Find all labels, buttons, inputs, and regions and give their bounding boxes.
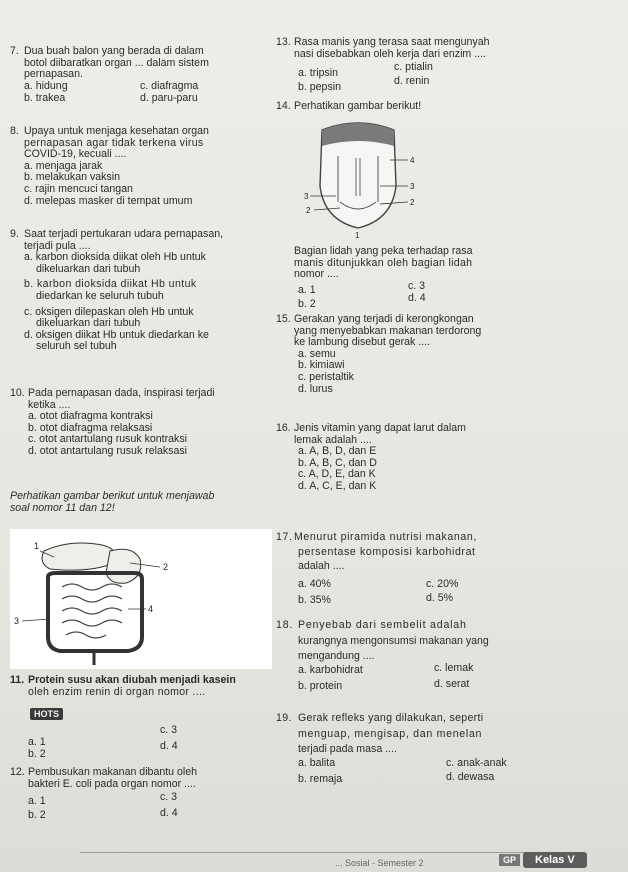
q17-option-a[interactable]: a. 40% xyxy=(298,577,331,590)
q17-line-3: adalah .... xyxy=(298,560,345,573)
q7-option-c[interactable]: c. diafragma xyxy=(140,79,199,92)
q9-option-a-cont: dikeluarkan dari tubuh xyxy=(36,262,141,275)
q16-line-2: lemak adalah .... xyxy=(294,433,372,446)
q18-option-b[interactable]: b. protein xyxy=(298,679,343,692)
q9-option-c-cont: dikeluarkan dari tubuh xyxy=(36,317,141,330)
q14-option-d[interactable]: d. 4 xyxy=(408,291,426,304)
digest-label-3: 3 xyxy=(14,616,20,626)
q11-line-2: oleh enzim renin di organ nomor .... xyxy=(28,685,206,698)
digest-label-1: 1 xyxy=(34,541,40,551)
q18-line-3: mengandung .... xyxy=(298,650,375,663)
question-10: 10. Pada pernapasan dada, inspirasi terjadi ketika .... a. otot diafragma kontraksi b. otot diafragma relaksasi c. otot antartulang rusuk kontraksi d. otot antartulang rusuk relaksasi xyxy=(10,388,272,458)
q15-line-2: yang menyebabkan makanan terdorong xyxy=(294,324,482,337)
footer-divider xyxy=(80,852,580,853)
q12-line-2: bakteri E. coli pada organ nomor .... xyxy=(28,777,196,790)
q9-option-c[interactable]: c. oksigen dilepaskan oleh Hb untuk xyxy=(24,305,194,318)
q11-option-c[interactable]: c. 3 xyxy=(160,724,178,736)
q9-option-b[interactable]: b. karbon dioksida diikat Hb untuk xyxy=(24,278,197,291)
q19-line-2: menguap, mengisap, dan menelan xyxy=(298,727,483,740)
q9-line-2: terjadi pula .... xyxy=(24,239,91,252)
question-19: 19. Gerak refleks yang dilakukan, seperti menguap, mengisap, dan menelan terjadi pada masa .... a. balita c. anak-anak b. remaja d. dewasa xyxy=(276,713,621,784)
q7-option-d[interactable]: d. paru-paru xyxy=(140,91,198,104)
footer-subject: ... Sosial - Semester 2 xyxy=(335,858,424,868)
q19-option-a[interactable]: a. balita xyxy=(298,756,336,769)
q8-line-3: COVID-19, kecuali .... xyxy=(24,148,127,161)
digest-label-2: 2 xyxy=(163,562,169,572)
q17-line-2: persentase komposisi karbohidrat xyxy=(298,545,476,558)
question-18: 18. Penyebab dari sembelit adalah kurangnya mengonsumsi makanan yang mengandung .... a. karbohidrat c. lemak b. protein d. serat xyxy=(276,620,621,689)
digest-label-4: 4 xyxy=(148,604,154,614)
tongue-label-4: 4 xyxy=(410,156,415,165)
question-13: 13. Rasa manis yang terasa saat mengunyah nasi disebabkan oleh kerja dari enzim .... a. tripsin c. ptialin b. pepsin d. renin xyxy=(276,37,621,88)
footer-gp-badge: GP xyxy=(499,854,520,866)
q11-option-a[interactable]: a. 1 xyxy=(28,736,46,748)
q18-line-1: Penyebab dari sembelit adalah xyxy=(298,619,467,631)
q7-option-b[interactable]: b. trakea xyxy=(24,91,66,104)
q8-option-a[interactable]: a. menjaga jarak xyxy=(24,159,103,172)
q11-option-b[interactable]: b. 2 xyxy=(28,748,46,760)
instruction-11-12 xyxy=(10,491,272,514)
q18-option-c[interactable]: c. lemak xyxy=(434,661,474,674)
q10-option-c[interactable]: c. otot antartulang rusuk kontraksi xyxy=(28,433,187,446)
instruction-line-1: Perhatikan gambar berikut untuk menjawab xyxy=(10,490,215,502)
q13-line-1: Rasa manis yang terasa saat mengunyah xyxy=(294,36,490,48)
q8-option-d[interactable]: d. melepas masker di tempat umum xyxy=(24,194,193,207)
q14-line-1: Perhatikan gambar berikut! xyxy=(294,100,422,112)
q18-line-2: kurangnya mengonsumsi makanan yang xyxy=(298,634,489,647)
q13-option-d[interactable]: d. renin xyxy=(394,75,430,88)
q17-line-1: Menurut piramida nutrisi makanan, xyxy=(294,531,477,543)
question-7: 7. Dua buah balon yang berada di dalam botol diibaratkan organ ... dalam sistem pernapasan. a. hidung c. diafragma b. trakea d. paru-paru xyxy=(10,46,272,105)
tongue-label-2-right: 2 xyxy=(410,198,415,207)
q19-line-1: Gerak refleks yang dilakukan, seperti xyxy=(298,712,484,724)
q13-line-2: nasi disebabkan oleh kerja dari enzim .... xyxy=(294,47,486,60)
q7-line-3: pernapasan. xyxy=(24,68,83,81)
q16-option-b[interactable]: b. A, B, C, dan D xyxy=(298,456,377,469)
q10-option-a[interactable]: a. otot diafragma kontraksi xyxy=(28,410,153,423)
q17-option-b[interactable]: b. 35% xyxy=(298,593,331,606)
tongue-label-1: 1 xyxy=(355,231,360,240)
q9-line-1: Saat terjadi pertukaran udara pernapasan, xyxy=(24,228,224,240)
question-11: 11. Protein susu akan diubah menjadi kasein oleh enzim renin di organ nomor .... xyxy=(10,675,272,698)
q10-line-2: ketika .... xyxy=(28,398,71,411)
tongue-figure xyxy=(300,116,420,240)
q17-option-d[interactable]: d. 5% xyxy=(426,591,454,604)
q17-option-c[interactable]: c. 20% xyxy=(426,577,459,590)
question-14: 14. Perhatikan gambar berikut! xyxy=(276,100,422,112)
q15-option-a[interactable]: a. semu xyxy=(298,347,336,360)
q15-line-3: ke lambung disebut gerak .... xyxy=(294,336,431,349)
digestive-system-figure xyxy=(10,529,272,669)
q10-option-b[interactable]: b. otot diafragma relaksasi xyxy=(28,421,153,434)
q7-line-2: botol diibaratkan organ ... dalam sistem xyxy=(24,56,209,69)
q13-option-a[interactable]: a. tripsin xyxy=(298,67,339,80)
hots-badge: HOTS xyxy=(30,708,63,720)
q10-option-d[interactable]: d. otot antartulang rusuk relaksasi xyxy=(28,444,187,457)
question-9: 9. Saat terjadi pertukaran udara pernapasan, terjadi pula .... a. karbon dioksida diikat oleh Hb untuk dikeluarkan dari tubuh b. karbon dioksida diikat Hb untuk diedarkan ke seluruh tubuh c. oksigen dilepaskan oleh Hb untuk dikeluarkan dari tubuh d. oksigen diikat Hb untuk diedarkan ke seluruh sel tubuh xyxy=(10,229,272,353)
q10-line-1: Pada pernapasan dada, inspirasi terjadi xyxy=(28,387,215,399)
q18-option-d[interactable]: d. serat xyxy=(434,677,470,690)
q15-line-1: Gerakan yang terjadi di kerongkongan xyxy=(294,313,474,325)
q9-option-a[interactable]: a. karbon dioksida diikat oleh Hb untuk xyxy=(24,251,206,264)
q12-option-a[interactable]: a. 1 xyxy=(28,795,46,808)
q11-line-1: Protein susu akan diubah menjadi kasein xyxy=(28,674,236,686)
q14-line-4: nomor .... xyxy=(294,268,339,281)
question-8: 8. Upaya untuk menjaga kesehatan organ pernapasan agar tidak terkena virus COVID-19, kecuali .... a. menjaga jarak b. melakukan vaksin c. rajin mencuci tangan d. melepas masker di tempat umum xyxy=(10,126,272,207)
question-14-text xyxy=(276,245,621,310)
q14-option-a[interactable]: a. 1 xyxy=(298,283,316,296)
stomach-shape xyxy=(106,549,141,583)
q9-option-b-cont: diedarkan ke seluruh tubuh xyxy=(36,289,164,302)
q19-option-b[interactable]: b. remaja xyxy=(298,772,343,785)
q13-option-b[interactable]: b. pepsin xyxy=(298,81,341,94)
q15-option-b[interactable]: b. kimiawi xyxy=(298,359,345,372)
tongue-label-2-left: 2 xyxy=(306,206,311,215)
q14-option-c[interactable]: c. 3 xyxy=(408,279,426,292)
page-footer xyxy=(0,848,628,872)
q19-option-c[interactable]: c. anak-anak xyxy=(446,756,507,769)
q16-option-d[interactable]: d. A, C, E, dan K xyxy=(298,479,377,492)
instruction-line-2: soal nomor 11 dan 12! xyxy=(10,501,115,514)
question-12: 12. Pembusukan makanan dibantu oleh bakteri E. coli pada organ nomor .... a. 1 c. 3 b. 2 d. 4 xyxy=(10,767,272,820)
q7-line-1: Dua buah balon yang berada di dalam xyxy=(24,45,204,57)
q8-option-b[interactable]: b. melakukan vaksin xyxy=(24,171,120,184)
q16-option-a[interactable]: a. A, B, D, dan E xyxy=(298,445,377,458)
q15-option-c[interactable]: c. peristaltik xyxy=(298,370,354,383)
question-16: 16. Jenis vitamin yang dapat larut dalam lemak adalah .... a. A, B, D, dan E b. A, B, C, dan D c. A, D, E, dan K d. A, C, E, dan K xyxy=(276,423,621,493)
q12-option-b[interactable]: b. 2 xyxy=(28,809,46,822)
tongue-label-3-right: 3 xyxy=(410,182,415,191)
q18-option-a[interactable]: a. karbohidrat xyxy=(298,663,363,676)
q9-option-d-cont: seluruh sel tubuh xyxy=(36,340,117,353)
q9-option-d[interactable]: d. oksigen diikat Hb untuk diedarkan ke xyxy=(24,328,209,341)
footer-grade-badge: Kelas V xyxy=(523,852,587,868)
q14-line-2: Bagian lidah yang peka terhadap rasa xyxy=(294,245,473,257)
q19-line-3: terjadi pada masa .... xyxy=(298,743,397,756)
q14-option-b[interactable]: b. 2 xyxy=(298,297,316,310)
q12-option-d[interactable]: d. 4 xyxy=(160,807,178,820)
tongue-label-3-left: 3 xyxy=(304,192,309,201)
q14-line-3: manis ditunjukkan oleh bagian lidah xyxy=(294,256,473,269)
question-15: 15. Gerakan yang terjadi di kerongkongan yang menyebabkan makanan terdorong ke lambung disebut gerak .... a. semu b. kimiawi c. peristaltik d. lurus xyxy=(276,314,621,395)
question-17: 17.Menurut piramida nutrisi makanan, persentase komposisi karbohidrat adalah .... a. 40% c. 20% b. 35% d. 5% xyxy=(276,532,621,603)
q16-option-c[interactable]: c. A, D, E, dan K xyxy=(298,468,376,481)
q11-option-d[interactable]: d. 4 xyxy=(160,740,178,752)
q19-option-d[interactable]: d. dewasa xyxy=(446,770,495,783)
q12-option-c[interactable]: c. 3 xyxy=(160,791,178,804)
q8-line-2: pernapasan agar tidak terkena virus xyxy=(24,136,204,149)
q7-option-a[interactable]: a. hidung xyxy=(24,79,68,92)
q15-option-d[interactable]: d. lurus xyxy=(298,382,333,395)
q8-line-1: Upaya untuk menjaga kesehatan organ xyxy=(24,125,209,137)
q8-option-c[interactable]: c. rajin mencuci tangan xyxy=(24,182,133,195)
q13-option-c[interactable]: c. ptialin xyxy=(394,61,433,74)
q16-line-1: Jenis vitamin yang dapat larut dalam xyxy=(294,422,466,434)
q12-line-1: Pembusukan makanan dibantu oleh xyxy=(28,766,198,778)
